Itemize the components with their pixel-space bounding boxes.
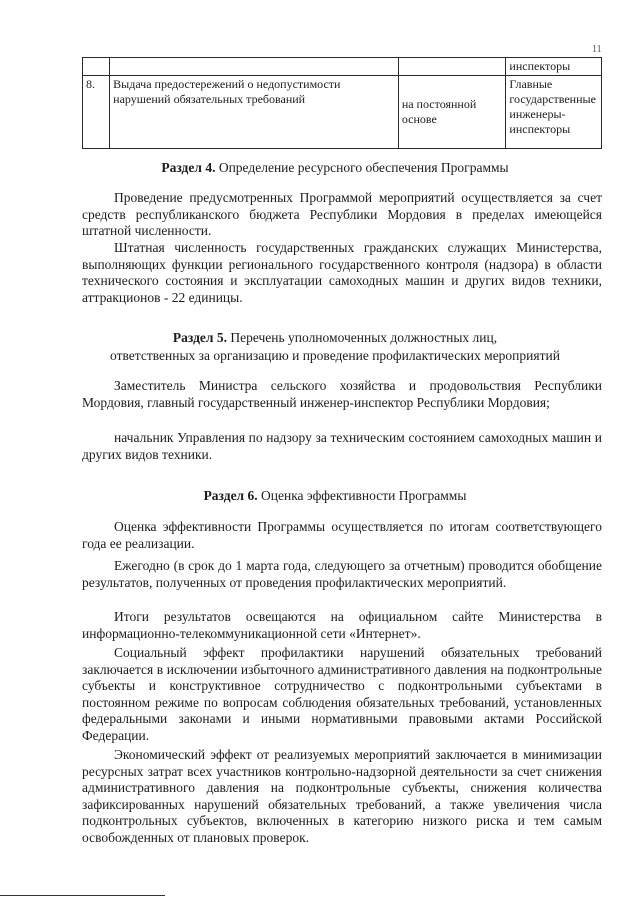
section-6-title-text: Оценка эффективности Программы (257, 488, 467, 503)
table-cell-text (110, 58, 399, 76)
section-5-title-line-2: ответственных за организацию и проведение профилактических мероприятий (110, 348, 560, 363)
section-4-paragraph-1: Проведение предусмотренных Программой мероприятий осуществляется за счет средств республиканского бюджета Республики Мордовия в пределах имеющейся штатной численности. (82, 190, 602, 238)
section-5-title-bold: Раздел 5. (172, 330, 227, 345)
table-row (83, 58, 602, 76)
footnote-separator (0, 895, 165, 896)
section-4-title-bold: Раздел 4. (161, 160, 216, 175)
table-cell-responsible: Главные государственные инженеры-инспекторы (506, 76, 602, 149)
section-4-title-text: Определение ресурсного обеспечения Программы (215, 160, 509, 175)
page-number: 11 (592, 44, 602, 55)
table-cell-responsible: инспекторы (506, 58, 602, 76)
program-table (82, 57, 602, 149)
table-cell-term: на постоянной основе (398, 76, 506, 149)
section-6-title (70, 488, 600, 504)
section-4-paragraph-2: Штатная численность государственных гражданских служащих Министерства, выполняющих функции регионального государственного контроля (надзора) в области технического состояния и эксплуатации самоходных машин и других видов техники, аттракционов - 22 единицы. (82, 240, 602, 305)
table-cell-num (83, 58, 110, 76)
section-6-paragraph-1: Оценка эффективности Программы осуществляется по итогам соответствующего года ее реализации. (82, 519, 602, 551)
section-6-paragraph-5: Экономический эффект от реализуемых мероприятий заключается в минимизации ресурсных затрат всех участников контрольно-надзорной деятельности за счет снижения административного давления на подконтрольные субъекты, снижения количества зафиксированных нарушений обязательных требований, а также увеличения числа подконтрольных субъектов, включенных в категорию низкого риска и тем самым освобожденных от плановых проверок. (82, 747, 602, 845)
section-6-paragraph-2: Ежегодно (в срок до 1 марта года, следующего за отчетным) проводится обобщение результатов, полученных от проведения профилактических мероприятий. (82, 558, 602, 590)
table-row (83, 76, 602, 149)
section-4-title (70, 160, 600, 176)
table-cell-num: 8. (83, 76, 110, 149)
section-5-paragraph-1: Заместитель Министра сельского хозяйства и продовольствия Республики Мордовия, главный государственный инженер-инспектор Республики Мордовия; (82, 378, 602, 410)
section-6-paragraph-4: Социальный эффект профилактики нарушений обязательных требований заключается в исключении избыточного административного давления на подконтрольные субъекты и конструктивное сотрудничество с подконтрольными субъектами в постоянном режиме по вопросам соблюдения обязательных требований, установленных федеральными законами и иными нормативными правовыми актами Российской Федерации. (82, 645, 602, 743)
section-6-title-bold: Раздел 6. (203, 488, 258, 503)
table-cell-text: Выдача предостережений о недопустимости нарушений обязательных требований (110, 76, 399, 149)
table-cell-term (398, 58, 506, 76)
section-6-paragraph-3: Итоги результатов освещаются на официальном сайте Министерства в информационно-телекоммуникационной сети «Интернет». (82, 609, 602, 641)
section-5-title-text: Перечень уполномоченных должностных лиц, (226, 330, 498, 345)
section-5-title (70, 330, 600, 346)
section-5-paragraph-2: начальник Управления по надзору за техническим состоянием самоходных машин и других видов техники. (82, 430, 602, 462)
